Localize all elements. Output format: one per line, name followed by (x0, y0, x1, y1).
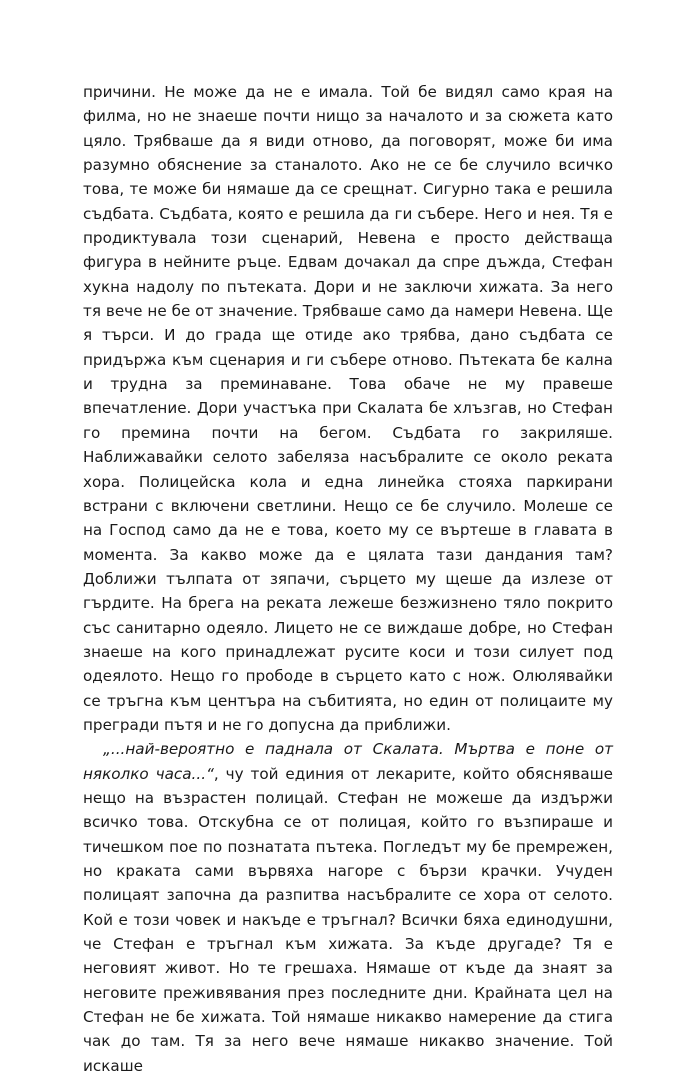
dialogue-quote: „...най-вероятно е паднала от Скалата. Мъртва е поне от няколко часа...“ (83, 740, 613, 783)
paragraph-1: причини. Не може да не е имала. Той бе видял само края на филма, но не знаеше почти нищо за началото и за сюжета като цяло. Трябваше да я види отново, да поговорят, може би има разумно обяснение за станалото. Ако не се бе случило всичко това, те може би нямаше да се срещнат. Сигурно така е решила съдбата. Съдбата, която е решила да ги събере. Него и нея. Тя е продиктувала този сценарий, Невена е просто действаща фигура в нейните ръце. Едвам дочакал да спре дъжда, Стефан хукна надолу по пътеката. Дори и не заключи хижата. За него тя вече не бе от значение. Трябваше само да намери Невена. Ще я търси. И до града ще отиде ако трябва, дано съдбата се придържа към сценария и ги събере отново. Пътеката бе кална и трудна за преминаване. Това обаче не му правеше впечатление. Дори участъка при Скалата бе хлъзгав, но Стефан го премина почти на бегом. Съдбата го закриляше. Наближавайки селото забеляза насъбралите се около реката хора. Полицейска кола и една линейка стояха паркирани встрани с включени светлини. Нещо се бе случило. Молеше се на Господ само да не е това, което му се въртеше в главата в момента. За какво може да е цялата тази дандания там? Доближи тълпата от зяпачи, сърцето му щеше да излезе от гърдите. На брега на реката лежеше безжизнено тяло покрито със санитарно одеяло. Лицето не се виждаше добре, но Стефан знаеше на кого принадлежат русите коси и този силует под одеялото. Нещо го прободе в сърцето като с нож. Олюлявайки се тръгна към центъра на събитията, но един от полицаите му прегради пътя и не го допусна да приближи. (83, 83, 613, 734)
paragraph-2-text: , чу той единия от лекарите, който обясняваше нещо на възрастен полицай. Стефан не можеше да издържи всичко това. Отскубна се от полицая, който го възпираше и тичешком пое по познатата пътека. Погледът му бе премрежен, но краката сами вървяха нагоре с бързи крачки. Учуден полицаят започна да разпитва насъбралите се хора от селото. Кой е този човек и накъде е тръгнал? Всички бяха единодушни, че Стефан е тръгнал към хижата. За къде другаде? Тя е неговият живот. Но те грешаха. Нямаше от къде да знаят за неговите преживявания през последните дни. Крайната цел на Стефан не бе хижата. Той нямаше никакво намерение да стига чак до там. Тя за него вече нямаше никакво значение. Той искаше (83, 764, 613, 1075)
paragraph-2 (83, 737, 613, 1078)
document-page (83, 80, 613, 1078)
